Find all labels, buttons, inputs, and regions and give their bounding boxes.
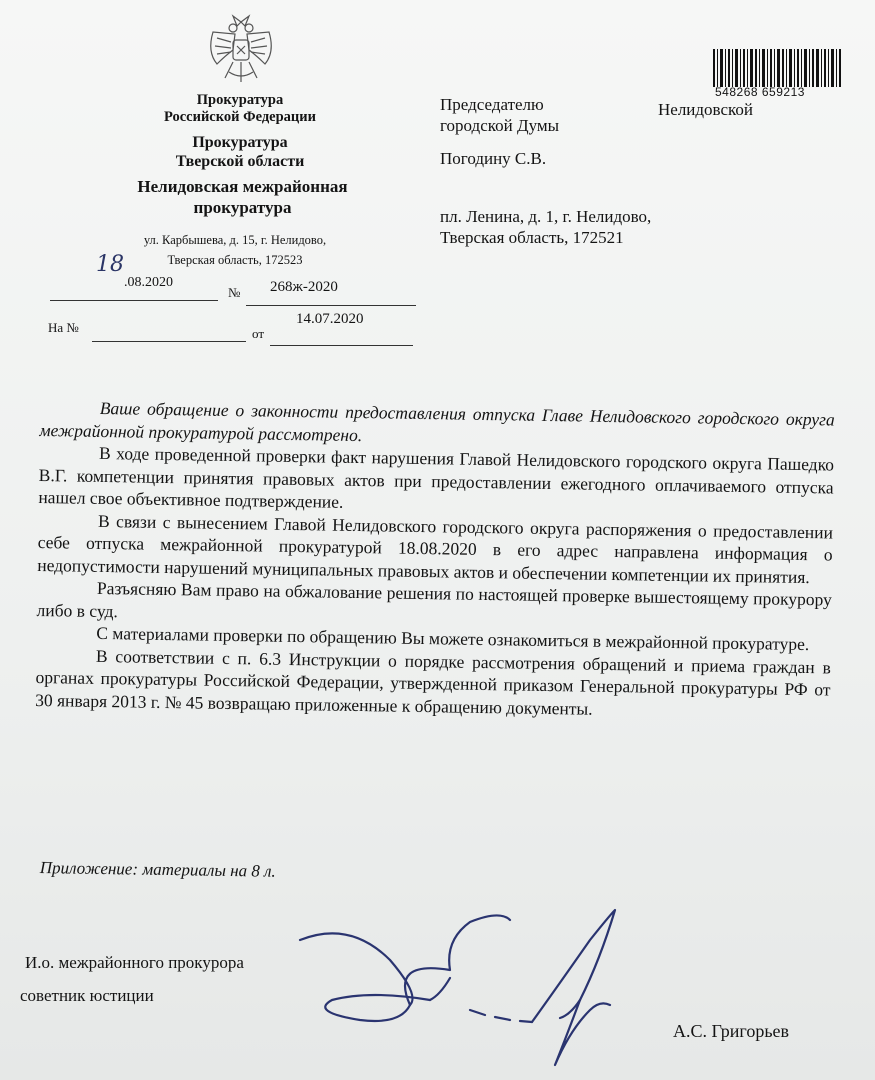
barcode bbox=[713, 49, 841, 87]
recipient-address bbox=[440, 206, 780, 248]
org-line-tver-region: Тверской области bbox=[175, 153, 305, 170]
sender-address-line2: Тверская область, 172523 bbox=[167, 253, 303, 267]
recipient-title-line1: Председателю bbox=[440, 95, 544, 114]
signer-position: И.о. межрайонного прокурора bbox=[25, 953, 244, 972]
signer-name: А.С. Григорьев bbox=[673, 1021, 790, 1041]
body-paragraph-5: С материалами проверки по обращению Вы можете ознакомиться в межрайонной прокуратуре. bbox=[96, 622, 810, 655]
reference-date: 14.07.2020 bbox=[296, 311, 364, 327]
body-paragraph-6: В соответствии с п. 6.3 Инструкции о порядке рассмотрения обращений и приема граждан в органах прокуратуры Российской Федерации, утвержденной приказом Генеральной прокуратуры РФ от 30 января 2013 г. № 45 возвращаю приложенные к обращению документы. bbox=[35, 645, 831, 719]
letter-body bbox=[35, 396, 835, 723]
org-line-prosecutor-2: Прокуратура bbox=[192, 134, 288, 151]
sender-address-line1: ул. Карбышева, д. 15, г. Нелидово, bbox=[143, 233, 327, 247]
reference-label: На № bbox=[48, 320, 79, 335]
signer-rank: советник юстиции bbox=[20, 986, 154, 1005]
recipient-title bbox=[440, 94, 559, 136]
number-sign: № bbox=[228, 285, 241, 300]
org-line-prosecutor: Прокуратура bbox=[196, 92, 284, 108]
reference-from-label: от bbox=[252, 326, 265, 341]
org-line-nelidovo: Нелидовская межрайонная bbox=[137, 177, 348, 196]
body-paragraph-2: В ходе проведенной проверки факт нарушения Главой Нелидовского городского округа Пашедко В.Г. компетенции принятия правовых актов при предоставлении ежегодного оплачиваемого отпуска нашел свое объективное подтверждение. bbox=[38, 442, 835, 512]
org-line-russian-federation: Российской Федерации bbox=[163, 109, 316, 125]
number-underline bbox=[246, 305, 416, 306]
handwritten-day: 18 bbox=[96, 252, 124, 277]
reference-date-underline bbox=[270, 345, 413, 346]
org-name-block-2 bbox=[120, 133, 360, 171]
recipient-address-line2: Тверская область, 172521 bbox=[440, 228, 624, 247]
recipient-title-nelidovo: Нелидовской bbox=[658, 100, 754, 119]
outgoing-number: 268ж-2020 bbox=[270, 279, 338, 295]
org-name-block-3 bbox=[100, 176, 385, 218]
handwritten-signature bbox=[270, 900, 650, 1080]
org-name-block-1 bbox=[120, 92, 360, 126]
body-paragraph-3: В связи с вынесением Главой Нелидовского городского округа распоряжения о предоставлении себе отпуска межрайонной прокуратурой 18.08.2020 в его адрес направлена информация о недопустимости нарушений муниципальных правовых актов и обеспечении компетенции их принятия. bbox=[37, 510, 834, 587]
recipient-name: Погодину С.В. bbox=[440, 149, 547, 168]
recipient-title-line2: городской Думы bbox=[440, 116, 560, 135]
barcode-number: 548268 659213 bbox=[715, 85, 805, 99]
body-paragraph-1: Ваше обращение о законности предоставления отпуска Главе Нелидовского городского округа межрайонной прокуратурой рассмотрено. bbox=[39, 397, 835, 445]
date-underline bbox=[50, 300, 218, 301]
reference-number-underline bbox=[92, 341, 246, 342]
body-paragraph-4: Разъясняю Вам право на обжалование решения по настоящей проверке вышестоящему прокурору либо в суд. bbox=[36, 577, 833, 621]
appendix-note: Приложение: материалы на 8 л. bbox=[39, 858, 276, 881]
recipient-address-line1: пл. Ленина, д. 1, г. Нелидово, bbox=[440, 207, 652, 226]
org-line-prosecutor-3: прокуратура bbox=[193, 198, 292, 217]
sender-address bbox=[110, 230, 360, 270]
coat-of-arms-emblem bbox=[203, 12, 279, 86]
letter-date: .08.2020 bbox=[124, 275, 173, 290]
